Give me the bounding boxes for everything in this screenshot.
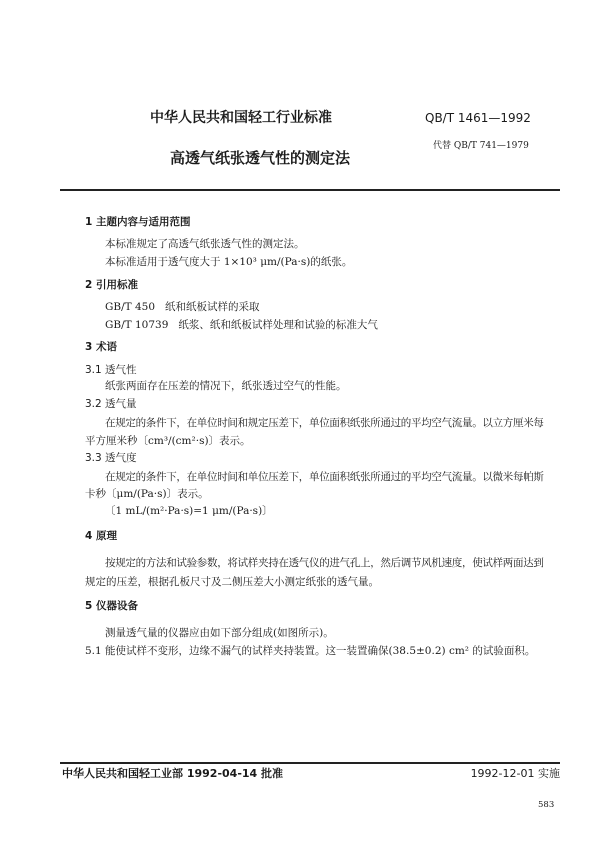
page-number: 583	[538, 800, 555, 810]
paragraph: 测量透气量的仪器应由如下部分组成(如图所示)。	[105, 627, 334, 639]
footer-rule	[60, 762, 560, 764]
replaces-standard: 代替 QB/T 741—1979	[433, 141, 529, 151]
section-3-3-heading: 3.3 透气度	[85, 452, 137, 464]
issuing-authority-title: 中华人民共和国轻工行业标准	[150, 110, 332, 126]
section-5-heading: 5 仪器设备	[85, 600, 138, 612]
paragraph: 卡秒〔μm/(Pa·s)〕表示。	[85, 488, 209, 500]
reference-item: GB/T 10739 纸浆、纸和纸板试样处理和试验的标准大气	[105, 319, 378, 331]
paragraph: 规定的压差，根据孔板尺寸及二侧压差大小测定纸张的透气量。	[85, 576, 379, 588]
section-3-2-heading: 3.2 透气量	[85, 398, 137, 410]
paragraph: 在规定的条件下，在单位时间和规定压差下，单位面积纸张所通过的平均空气流量。以立方厘米每	[105, 417, 544, 429]
section-5-1-text: 5.1 能使试样不变形，边缘不漏气的试样夹持装置。这一装置确保(38.5±0.2) cm² 的试验面积。	[85, 645, 536, 657]
section-2-heading: 2 引用标准	[85, 279, 138, 291]
paragraph: 平方厘米秒〔cm³/(cm²·s)〕表示。	[85, 435, 251, 447]
paragraph: 本标准适用于透气度大于 1×10³ μm/(Pa·s)的纸张。	[105, 256, 353, 268]
paragraph: 纸张两面存在压差的情况下，纸张透过空气的性能。	[105, 380, 347, 392]
standard-number: QB/T 1461—1992	[425, 111, 531, 125]
paragraph: 按规定的方法和试验参数，将试样夹持在透气仪的进气孔上，然后调节风机速度，使试样两面达到	[105, 557, 544, 569]
paragraph: 本标准规定了高透气纸张透气性的测定法。	[105, 238, 305, 250]
header-rule	[60, 189, 560, 191]
implementation-date: 1992-12-01 实施	[470, 767, 560, 780]
reference-item: GB/T 450 纸和纸板试样的采取	[105, 301, 260, 313]
section-1-heading: 1 主题内容与适用范围	[85, 216, 191, 228]
approval-line: 中华人民共和国轻工业部 1992-04-14 批准	[62, 767, 284, 780]
document-title: 高透气纸张透气性的测定法	[170, 149, 351, 167]
section-3-1-heading: 3.1 透气性	[85, 364, 137, 376]
paragraph: 在规定的条件下，在单位时间和单位压差下，单位面积纸张所通过的平均空气流量。以微米每帕斯	[105, 471, 544, 483]
section-4-heading: 4 原理	[85, 530, 117, 542]
section-3-heading: 3 术语	[85, 341, 117, 353]
unit-note: 〔1 mL/(m²·Pa·s)=1 μm/(Pa·s)〕	[105, 505, 273, 517]
